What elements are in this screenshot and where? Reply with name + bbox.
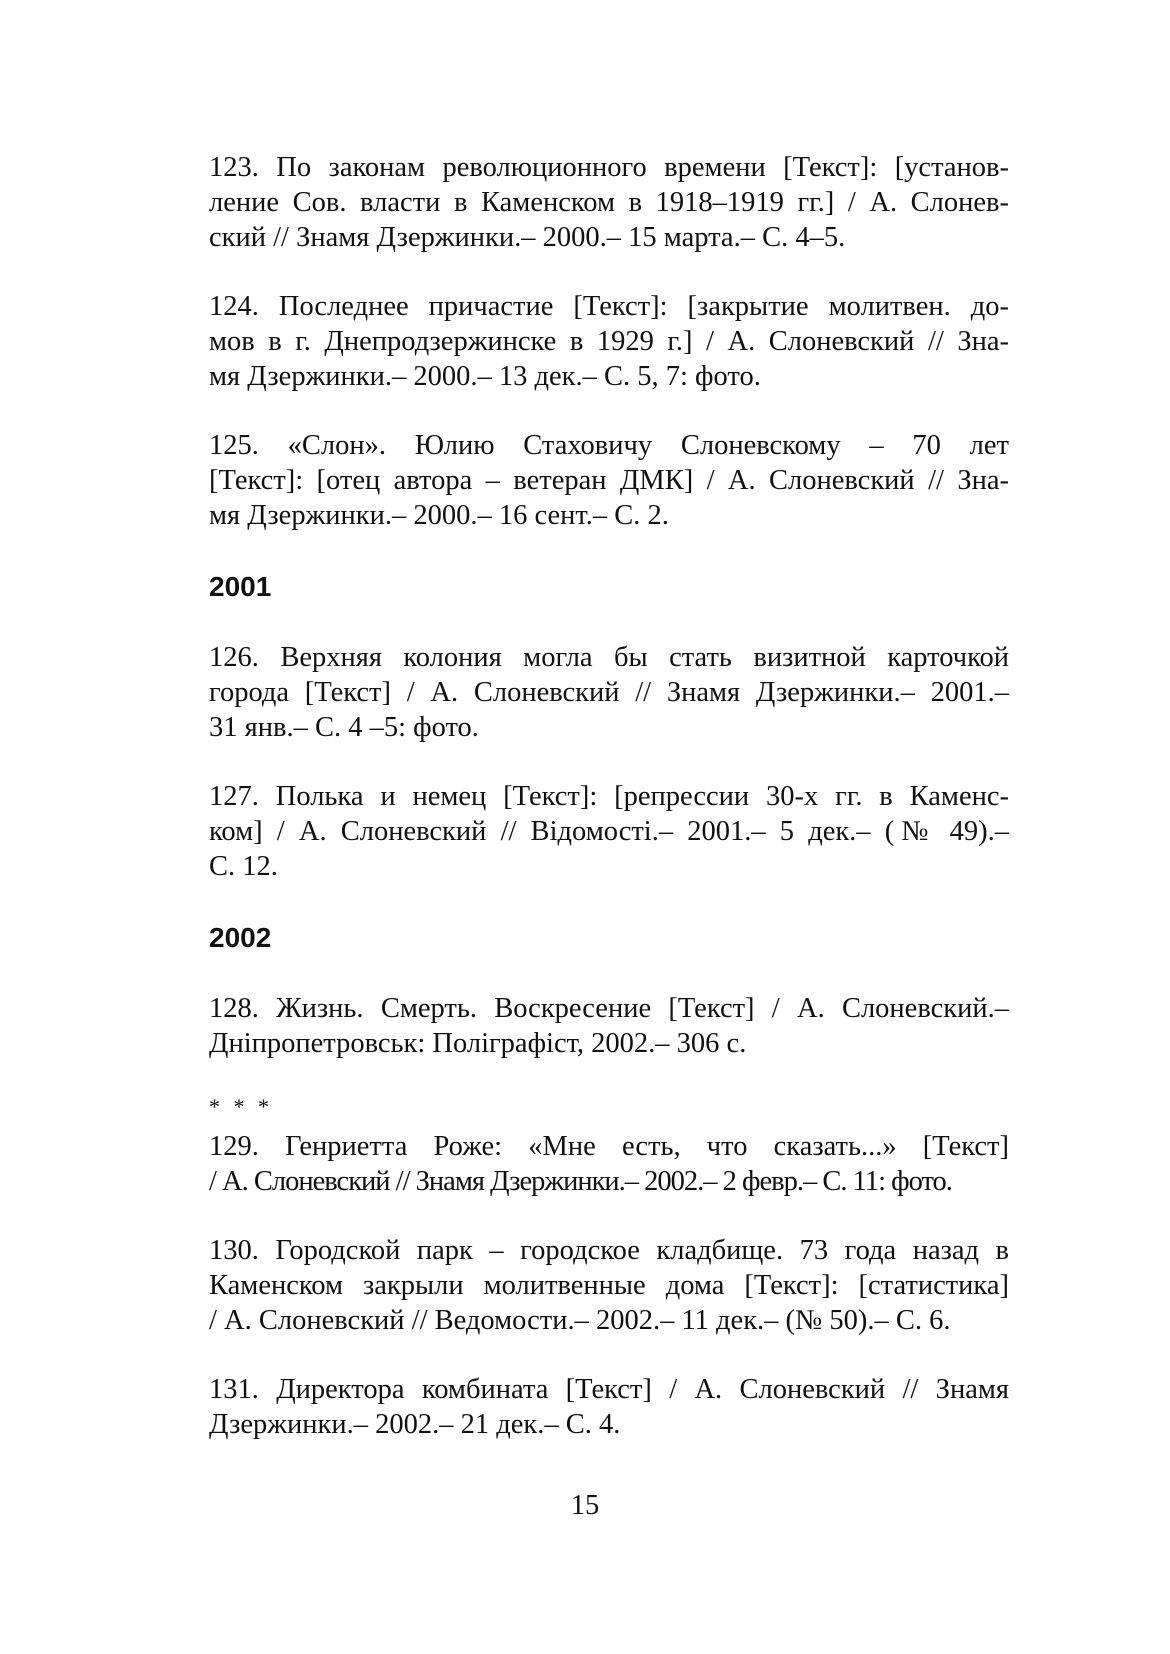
page-number: 15 [570,1490,600,1521]
entry-line: ком] / А. Слоневский // Відомості.– 2001.– 5 дек.– (№ 49).– [209,816,1009,847]
entry-129 [209,1129,1009,1199]
entry-line: 130. Городской парк – городское кладбище. 73 года назад в [209,1235,1009,1266]
entry-line: 128. Жизнь. Смерть. Воскресение [Текст] / А. Слоневский.– [209,993,1009,1024]
section-separator: * * * [209,1094,273,1119]
entry-123 [209,150,1009,255]
entry-line: 123. По законам революционного времени [Текст]: [установ- [209,152,1009,183]
entry-line: 124. Последнее причастие [Текст]: [закрытие молитвен. до- [209,291,1009,322]
entry-line: 31 янв.– С. 4 –5: фото. [209,712,479,743]
entry-line: [Текст]: [отец автора – ветеран ДМК] / А. Слоневский // Зна- [209,465,1009,496]
entry-line: / А. Слоневский // Знамя Дзержинки.– 2002.– 2 февр.– С. 11: фото. [209,1166,952,1197]
entry-line: / А. Слоневский // Ведомости.– 2002.– 11 дек.– (№ 50).– С. 6. [209,1305,951,1336]
entry-line: Дніпропетровськ: Поліграфіст, 2002.– 306 с. [209,1028,747,1059]
entry-line: Дзержинки.– 2002.– 21 дек.– С. 4. [209,1409,621,1440]
entry-line: мя Дзержинки.– 2000.– 13 дек.– С. 5, 7: фото. [209,361,761,392]
entry-line: 129. Генриетта Роже: «Мне есть, что сказать...» [Текст] [209,1131,1009,1162]
entry-130 [209,1233,1009,1338]
entry-line: мя Дзержинки.– 2000.– 16 сент.– С. 2. [209,500,669,531]
year-heading-2001: 2001 [209,571,272,602]
entry-line: 125. «Слон». Юлию Стаховичу Слоневскому – 70 лет [209,430,1009,461]
entry-line: Каменском закрыли молитвенные дома [Текст]: [статистика] [209,1270,1009,1301]
entry-line: 126. Верхняя колония могла бы стать визитной карточкой [209,642,1009,673]
entry-128 [209,991,1009,1061]
entry-line: 131. Директора комбината [Текст] / А. Слоневский // Знамя [209,1374,1009,1405]
year-heading-2002: 2002 [209,922,272,953]
entry-125 [209,428,1009,533]
entry-124 [209,289,1009,394]
bibliography-page [209,150,1009,1442]
entry-line: города [Текст] / А. Слоневский // Знамя Дзержинки.– 2001.– [209,677,1009,708]
entry-line: ление Сов. власти в Каменском в 1918–1919 гг.] / А. Слонев- [209,187,1009,218]
entry-131 [209,1372,1009,1442]
entry-line: 127. Полька и немец [Текст]: [репрессии 30-х гг. в Каменс- [209,781,1009,812]
entry-line: С. 12. [209,851,278,882]
entry-126 [209,640,1009,745]
entry-line: мов в г. Днепродзержинске в 1929 г.] / А. Слоневский // Зна- [209,326,1009,357]
entry-127 [209,779,1009,884]
entry-line: ский // Знамя Дзержинки.– 2000.– 15 марта.– С. 4–5. [209,222,846,253]
